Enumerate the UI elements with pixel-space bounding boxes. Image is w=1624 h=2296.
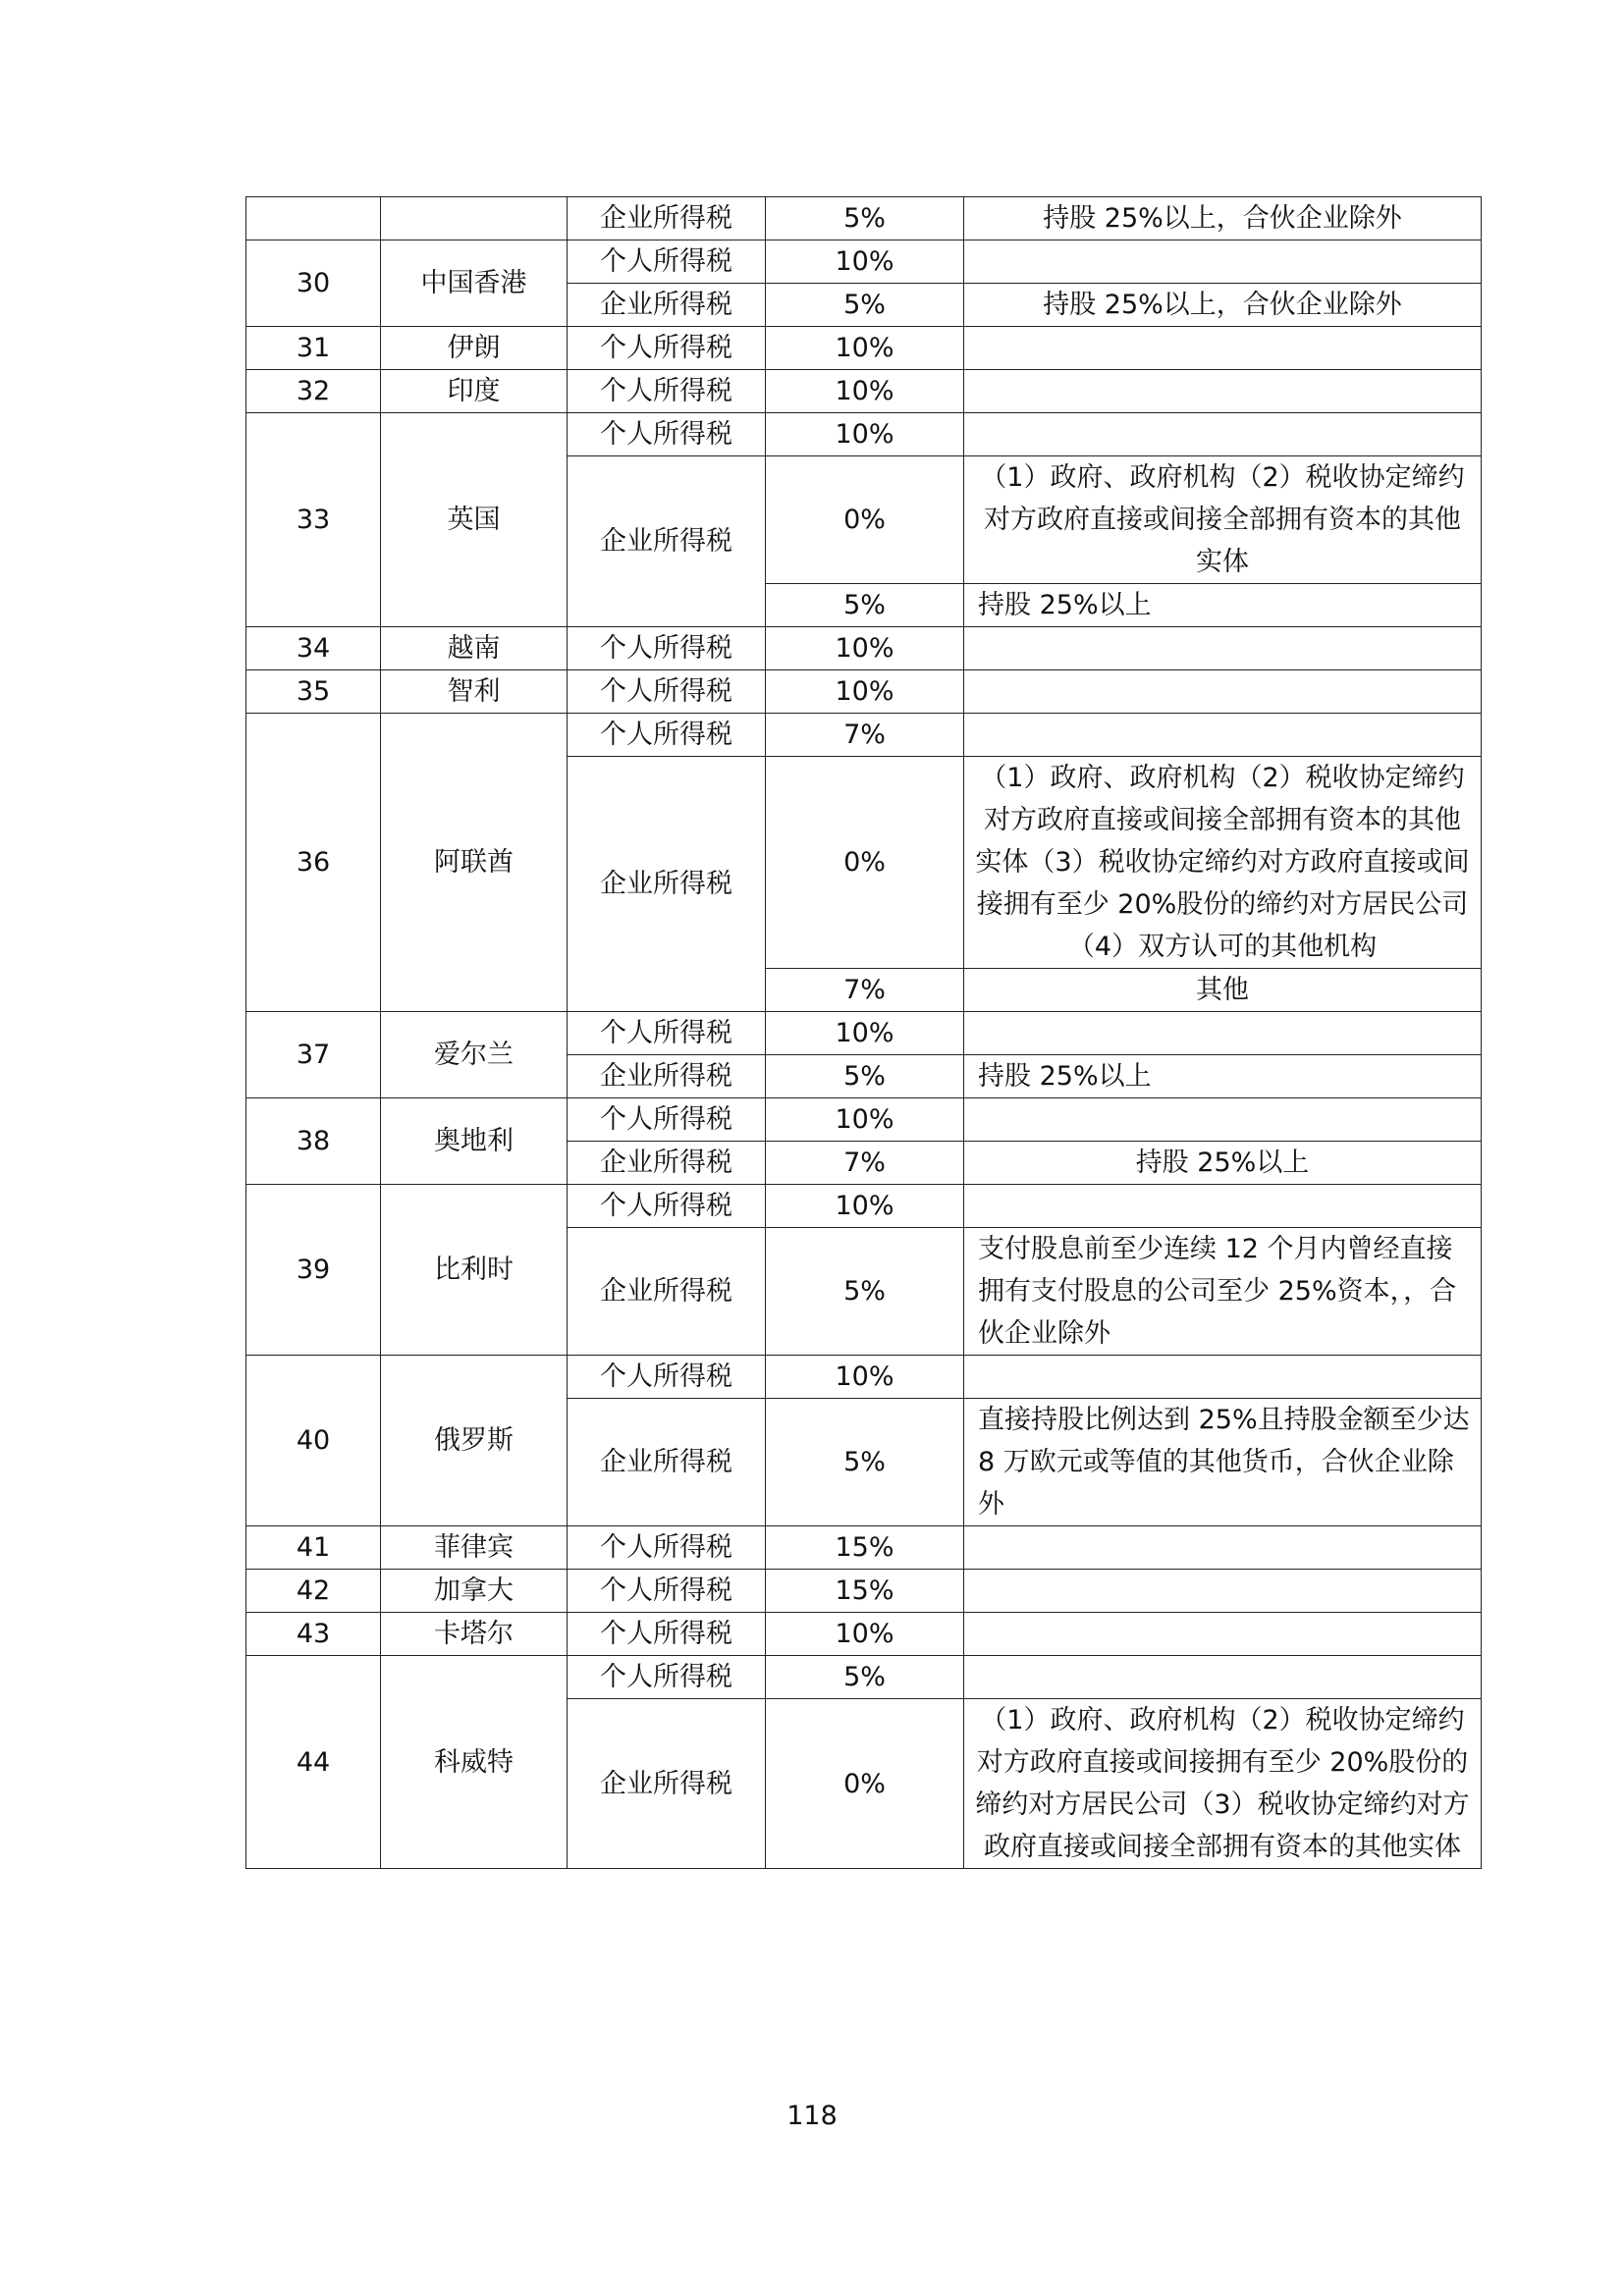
table-row (246, 327, 1482, 370)
country-name (381, 197, 568, 240)
condition-note: 其他 (964, 969, 1482, 1012)
tax-type: 企业所得税 (568, 197, 766, 240)
row-number: 31 (246, 327, 381, 370)
table-row (246, 1526, 1482, 1570)
tax-type: 企业所得税 (568, 1699, 766, 1869)
tax-type: 个人所得税 (568, 714, 766, 757)
country-name: 爱尔兰 (381, 1012, 568, 1098)
row-number: 37 (246, 1012, 381, 1098)
condition-note (964, 370, 1482, 413)
condition-note: 持股 25%以上 (964, 584, 1482, 627)
table-row (246, 1570, 1482, 1613)
row-number: 36 (246, 714, 381, 1012)
tax-type: 个人所得税 (568, 1656, 766, 1699)
row-number: 42 (246, 1570, 381, 1613)
condition-note (964, 714, 1482, 757)
row-number: 41 (246, 1526, 381, 1570)
condition-note (964, 240, 1482, 284)
country-name: 阿联酋 (381, 714, 568, 1012)
tax-rate: 5% (766, 584, 964, 627)
row-number: 40 (246, 1356, 381, 1526)
tax-type: 企业所得税 (568, 1142, 766, 1185)
table-row (246, 197, 1482, 240)
tax-rate: 10% (766, 1098, 964, 1142)
row-number: 34 (246, 627, 381, 670)
row-number (246, 197, 381, 240)
tax-rate: 0% (766, 1699, 964, 1869)
tax-rate: 10% (766, 413, 964, 456)
condition-note (964, 1185, 1482, 1228)
row-number: 30 (246, 240, 381, 327)
tax-type: 个人所得税 (568, 327, 766, 370)
condition-note: 持股 25%以上 (964, 1055, 1482, 1098)
table-row (246, 413, 1482, 456)
tax-rate: 15% (766, 1526, 964, 1570)
tax-rate: 15% (766, 1570, 964, 1613)
tax-type: 个人所得税 (568, 1012, 766, 1055)
tax-rate: 7% (766, 1142, 964, 1185)
tax-type: 个人所得税 (568, 1356, 766, 1399)
tax-rate: 0% (766, 456, 964, 584)
tax-type: 企业所得税 (568, 757, 766, 1012)
condition-note (964, 413, 1482, 456)
country-name: 英国 (381, 413, 568, 627)
country-name: 印度 (381, 370, 568, 413)
tax-rate: 7% (766, 969, 964, 1012)
condition-note (964, 1570, 1482, 1613)
table-row (246, 1613, 1482, 1656)
condition-note: 持股 25%以上，合伙企业除外 (964, 284, 1482, 327)
condition-note (964, 1526, 1482, 1570)
tax-type: 企业所得税 (568, 456, 766, 627)
table-row (246, 714, 1482, 757)
tax-rate: 5% (766, 197, 964, 240)
condition-note: （1）政府、政府机构（2）税收协定缔约对方政府直接或间接全部拥有资本的其他实体（3）税收协定缔约对方政府直接或间接拥有至少 20%股份的缔约对方居民公司（4）双方认可的其他机构 (964, 757, 1482, 969)
country-name: 比利时 (381, 1185, 568, 1356)
tax-rate: 10% (766, 670, 964, 714)
table-row (246, 370, 1482, 413)
condition-note (964, 1356, 1482, 1399)
condition-note (964, 327, 1482, 370)
tax-rate: 7% (766, 714, 964, 757)
tax-type: 个人所得税 (568, 1098, 766, 1142)
tax-rate: 10% (766, 627, 964, 670)
tax-rate: 10% (766, 327, 964, 370)
row-number: 44 (246, 1656, 381, 1869)
tax-rate: 10% (766, 240, 964, 284)
condition-note: 直接持股比例达到 25%且持股金额至少达 8 万欧元或等值的其他货币，合伙企业除外 (964, 1399, 1482, 1526)
table-row (246, 1656, 1482, 1699)
condition-note: （1）政府、政府机构（2）税收协定缔约对方政府直接或间接拥有至少 20%股份的缔约对方居民公司（3）税收协定缔约对方政府直接或间接全部拥有资本的其他实体 (964, 1699, 1482, 1869)
tax-type: 个人所得税 (568, 670, 766, 714)
tax-rate: 10% (766, 1012, 964, 1055)
condition-note (964, 1012, 1482, 1055)
condition-note: 支付股息前至少连续 12 个月内曾经直接拥有支付股息的公司至少 25%资本，，合伙企业除外 (964, 1228, 1482, 1356)
country-name: 卡塔尔 (381, 1613, 568, 1656)
table-row (246, 240, 1482, 284)
condition-note: （1）政府、政府机构（2）税收协定缔约对方政府直接或间接全部拥有资本的其他实体 (964, 456, 1482, 584)
tax-type: 个人所得税 (568, 1185, 766, 1228)
tax-type: 企业所得税 (568, 1399, 766, 1526)
tax-type: 企业所得税 (568, 284, 766, 327)
condition-note: 持股 25%以上，合伙企业除外 (964, 197, 1482, 240)
country-name: 加拿大 (381, 1570, 568, 1613)
tax-type: 个人所得税 (568, 1570, 766, 1613)
row-number: 43 (246, 1613, 381, 1656)
table-row (246, 1012, 1482, 1055)
condition-note (964, 1656, 1482, 1699)
row-number: 33 (246, 413, 381, 627)
table-row (246, 1356, 1482, 1399)
tax-rate: 5% (766, 1055, 964, 1098)
row-number: 32 (246, 370, 381, 413)
table-row (246, 670, 1482, 714)
tax-rate: 10% (766, 1185, 964, 1228)
row-number: 35 (246, 670, 381, 714)
table-row (246, 1098, 1482, 1142)
condition-note: 持股 25%以上 (964, 1142, 1482, 1185)
tax-type: 个人所得税 (568, 1613, 766, 1656)
tax-rate: 5% (766, 1656, 964, 1699)
condition-note (964, 627, 1482, 670)
tax-rate: 5% (766, 1399, 964, 1526)
tax-type: 个人所得税 (568, 1526, 766, 1570)
tax-rate: 5% (766, 284, 964, 327)
tax-type: 企业所得税 (568, 1228, 766, 1356)
country-name: 伊朗 (381, 327, 568, 370)
tax-type: 个人所得税 (568, 413, 766, 456)
country-name: 智利 (381, 670, 568, 714)
tax-rate: 10% (766, 1356, 964, 1399)
country-name: 中国香港 (381, 240, 568, 327)
tax-type: 企业所得税 (568, 1055, 766, 1098)
country-name: 俄罗斯 (381, 1356, 568, 1526)
country-name: 越南 (381, 627, 568, 670)
tax-rate-table (245, 196, 1482, 1869)
tax-type: 个人所得税 (568, 240, 766, 284)
tax-rate: 5% (766, 1228, 964, 1356)
tax-rate: 0% (766, 757, 964, 969)
tax-rate: 10% (766, 1613, 964, 1656)
condition-note (964, 1098, 1482, 1142)
row-number: 38 (246, 1098, 381, 1185)
country-name: 科威特 (381, 1656, 568, 1869)
tax-rate: 10% (766, 370, 964, 413)
table-row (246, 1185, 1482, 1228)
row-number: 39 (246, 1185, 381, 1356)
country-name: 菲律宾 (381, 1526, 568, 1570)
condition-note (964, 670, 1482, 714)
condition-note (964, 1613, 1482, 1656)
tax-type: 个人所得税 (568, 627, 766, 670)
table-row (246, 627, 1482, 670)
page-number: 118 (786, 2101, 838, 2131)
tax-type: 个人所得税 (568, 370, 766, 413)
country-name: 奥地利 (381, 1098, 568, 1185)
